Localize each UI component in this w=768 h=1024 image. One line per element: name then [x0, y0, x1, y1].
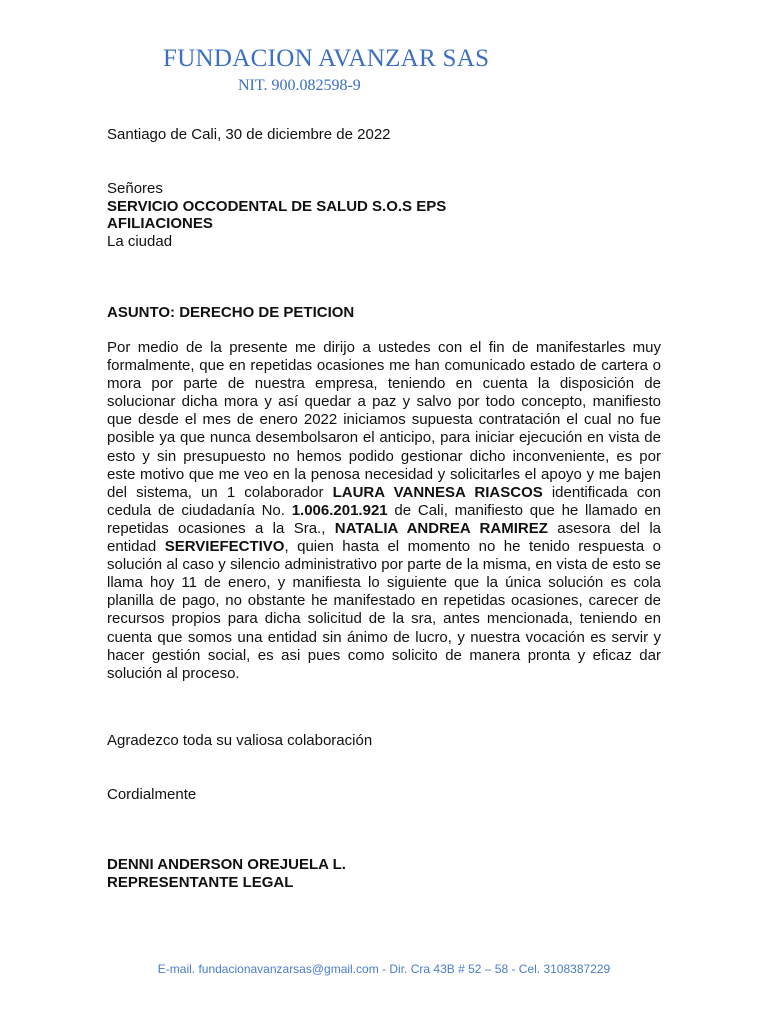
thanks-line: Agradezco toda su valiosa colaboración	[107, 732, 373, 749]
recipient-city: La ciudad	[107, 232, 173, 250]
closing-line: Cordialmente	[107, 786, 197, 803]
letter-subject: ASUNTO: DERECHO DE PETICION	[107, 304, 355, 321]
advisor-name: NATALIA ANDREA RAMIREZ	[334, 519, 548, 537]
body-text-part-4: asesora del la entidad	[107, 519, 661, 556]
body-text-part-3: de Cali, manifiesto que he llamado en repetidas ocasiones a la Sra.,	[107, 501, 662, 537]
entity-name: SERVIEFECTIVO	[164, 538, 285, 556]
recipient-department: AFILIACIONES	[107, 215, 213, 232]
body-text-part-2: identificada con cedula de ciudadanía No.	[107, 483, 662, 519]
letter-body	[107, 339, 661, 683]
id-number: 1.006.201.921	[291, 501, 388, 519]
body-text-part-1: Por medio de la presente me dirijo a ustedes con el fin de manifestarles muy formalmente, que en repetidas ocasiones me han comunicado estado de cartera o mora por parte de nuestra empresa, teniendo en cuenta la disposición de solucionar dicha mora y así quedar a paz y salvo por todo concepto, manifiesto que desde el mes de enero 2022 iniciamos supuesta contratación el cual no fue posible ya que nunca desembolsaron el anticipo, para iniciar ejecución en vista de esto y sin presupuesto no hemos podido gestionar dicho inconveniente, es por este motivo que me veo en la penosa necesidad y solicitarles el apoyo y me bajen del sistema, un 1 colaborador	[107, 339, 661, 501]
recipient-block	[107, 180, 446, 250]
signature-block	[107, 856, 346, 891]
signer-title: REPRESENTANTE LEGAL	[107, 873, 294, 891]
letter-date: Santiago de Cali, 30 de diciembre de 2022	[107, 126, 391, 143]
footer-contact: E-mail. fundacionavanzarsas@gmail.com - Dir. Cra 43B # 52 – 58 - Cel. 3108387229	[157, 962, 611, 976]
body-text-part-5: , quien hasta el momento no he tenido respuesta o solución al caso y silencio administrativo por parte de la misma, en vista de esto se llama hoy 11 de enero, y manifiesta lo siguiente que la única solución es cola planilla de pago, no obstante he manifestado en repetidas ocasiones, carecer de recursos propios para dicha solicitud de la sra, antes mencionada, teniendo en cuenta que somos una entidad sin ánimo de lucro, y nuestra vocación es servir y hacer gestión social, es asi pues como solicito de manera pronta y eficaz dar solución al proceso.	[107, 538, 661, 682]
organization-name: FUNDACION AVANZAR SAS	[163, 45, 490, 72]
recipient-salutation: Señores	[107, 180, 163, 197]
signer-name: DENNI ANDERSON OREJUELA L.	[107, 856, 346, 873]
organization-nit: NIT. 900.082598-9	[238, 77, 361, 94]
collaborator-name: LAURA VANNESA RIASCOS	[332, 483, 543, 501]
recipient-entity: SERVICIO OCCODENTAL DE SALUD S.O.S EPS	[107, 197, 447, 215]
